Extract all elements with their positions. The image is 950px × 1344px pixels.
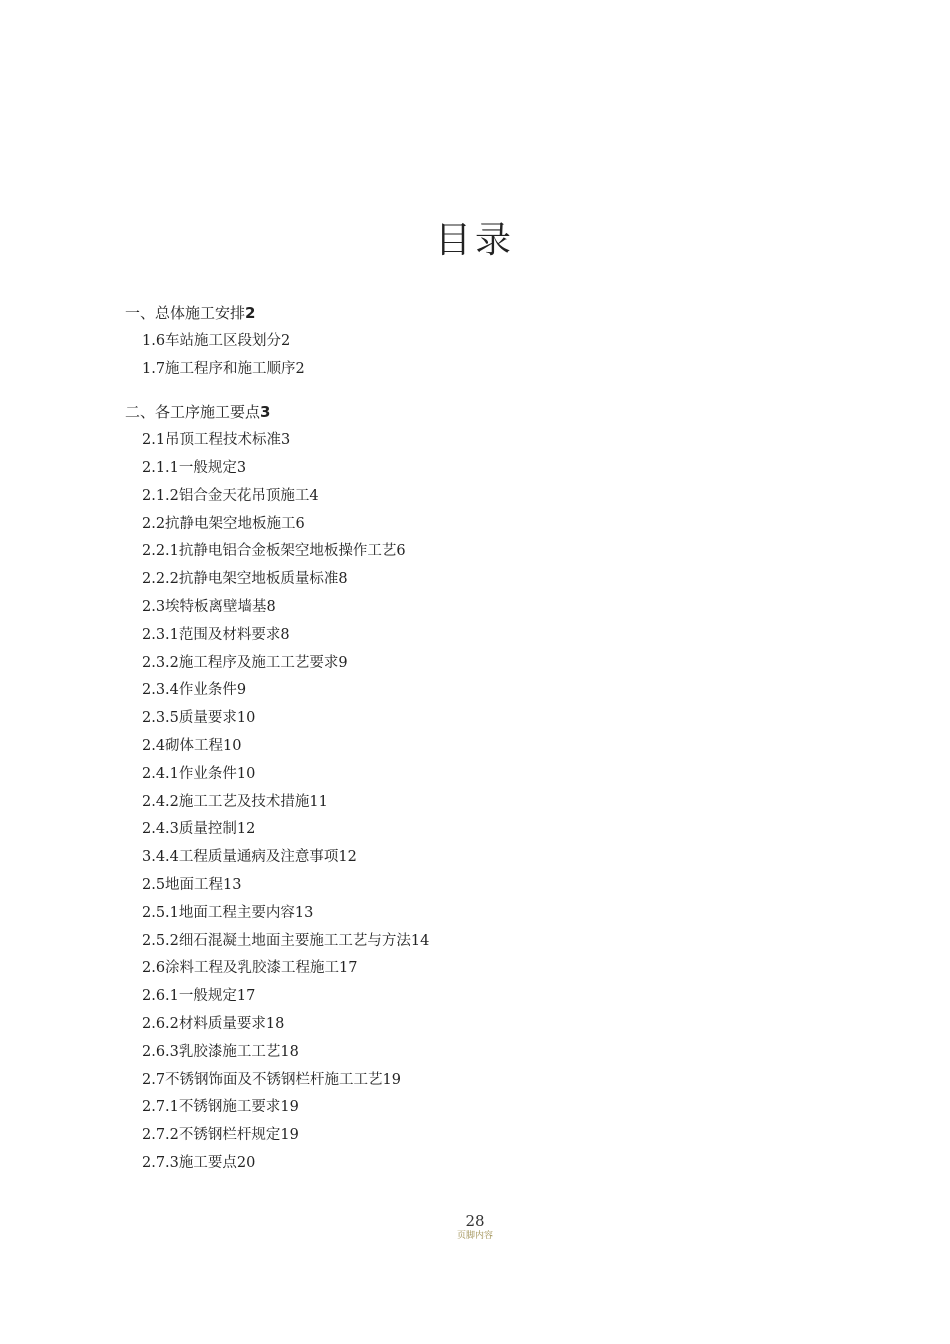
toc-entry[interactable]: 2.4.2施工工艺及技术措施11 (142, 793, 328, 810)
toc-entry[interactable]: 2.6.3乳胶漆施工工艺18 (142, 1043, 299, 1060)
toc-section-1 (125, 300, 825, 383)
toc-entry[interactable]: 2.5地面工程13 (142, 876, 242, 893)
table-of-contents (125, 300, 825, 1178)
toc-entry[interactable]: 2.6涂料工程及乳胶漆工程施工17 (142, 960, 358, 977)
toc-entry[interactable]: 1.6车站施工区段划分2 (142, 332, 291, 349)
toc-entry[interactable]: 2.1.2铝合金天花吊顶施工4 (142, 487, 319, 504)
toc-entry[interactable]: 2.5.2细石混凝土地面主要施工工艺与方法14 (142, 932, 430, 949)
toc-entry[interactable]: 2.2.2抗静电架空地板质量标准8 (142, 571, 348, 588)
toc-entry[interactable]: 2.7.2不锈钢栏杆规定19 (142, 1127, 299, 1144)
toc-heading-overall-arrangement[interactable] (125, 300, 825, 328)
toc-entry[interactable]: 2.3.2施工程序及施工工艺要求9 (142, 654, 348, 671)
page-title: 目录 (434, 220, 515, 261)
toc-heading-page: 3 (260, 403, 271, 422)
toc-entry[interactable]: 2.3.5质量要求10 (142, 710, 256, 727)
toc-entry[interactable]: 2.5.1地面工程主要内容13 (142, 904, 314, 921)
toc-heading-label: 一、总体施工安排 (125, 304, 246, 322)
toc-entry[interactable]: 2.7.1不锈钢施工要求19 (142, 1099, 299, 1116)
footer-page-number: 28 (465, 1212, 485, 1230)
footer-label: 页脚内容 (456, 1231, 493, 1241)
toc-entry[interactable]: 2.3.4作业条件9 (142, 682, 247, 699)
toc-heading-label: 二、各工序施工要点 (125, 403, 261, 422)
page-footer (0, 1212, 950, 1242)
toc-section-2 (125, 399, 825, 1177)
toc-heading-process-key-points[interactable] (125, 399, 825, 427)
toc-entry[interactable]: 2.2.1抗静电铝合金板架空地板操作工艺6 (142, 543, 406, 560)
toc-entry[interactable]: 2.4砌体工程10 (142, 737, 242, 754)
toc-entry[interactable]: 2.1.1一般规定3 (142, 459, 247, 476)
toc-entry[interactable]: 2.4.1作业条件10 (142, 765, 256, 782)
toc-heading-page: 2 (245, 304, 256, 322)
toc-entry[interactable]: 2.7.3施工要点20 (142, 1154, 256, 1171)
toc-entry[interactable]: 2.3.1范围及材料要求8 (142, 626, 290, 643)
toc-entry[interactable]: 2.6.2材料质量要求18 (142, 1015, 285, 1032)
toc-entry[interactable]: 2.3埃特板离壁墙基8 (142, 598, 276, 615)
toc-entry[interactable]: 2.1吊顶工程技术标准3 (142, 432, 291, 449)
toc-entry[interactable]: 2.2抗静电架空地板施工6 (142, 515, 305, 532)
toc-entry[interactable]: 1.7施工程序和施工顺序2 (142, 360, 305, 377)
toc-entry[interactable]: 3.4.4工程质量通病及注意事项12 (142, 849, 357, 866)
toc-entry[interactable]: 2.7不锈钢饰面及不锈钢栏杆施工工艺19 (142, 1071, 402, 1088)
toc-entry[interactable]: 2.4.3质量控制12 (142, 821, 256, 838)
toc-entry[interactable]: 2.6.1一般规定17 (142, 988, 256, 1005)
